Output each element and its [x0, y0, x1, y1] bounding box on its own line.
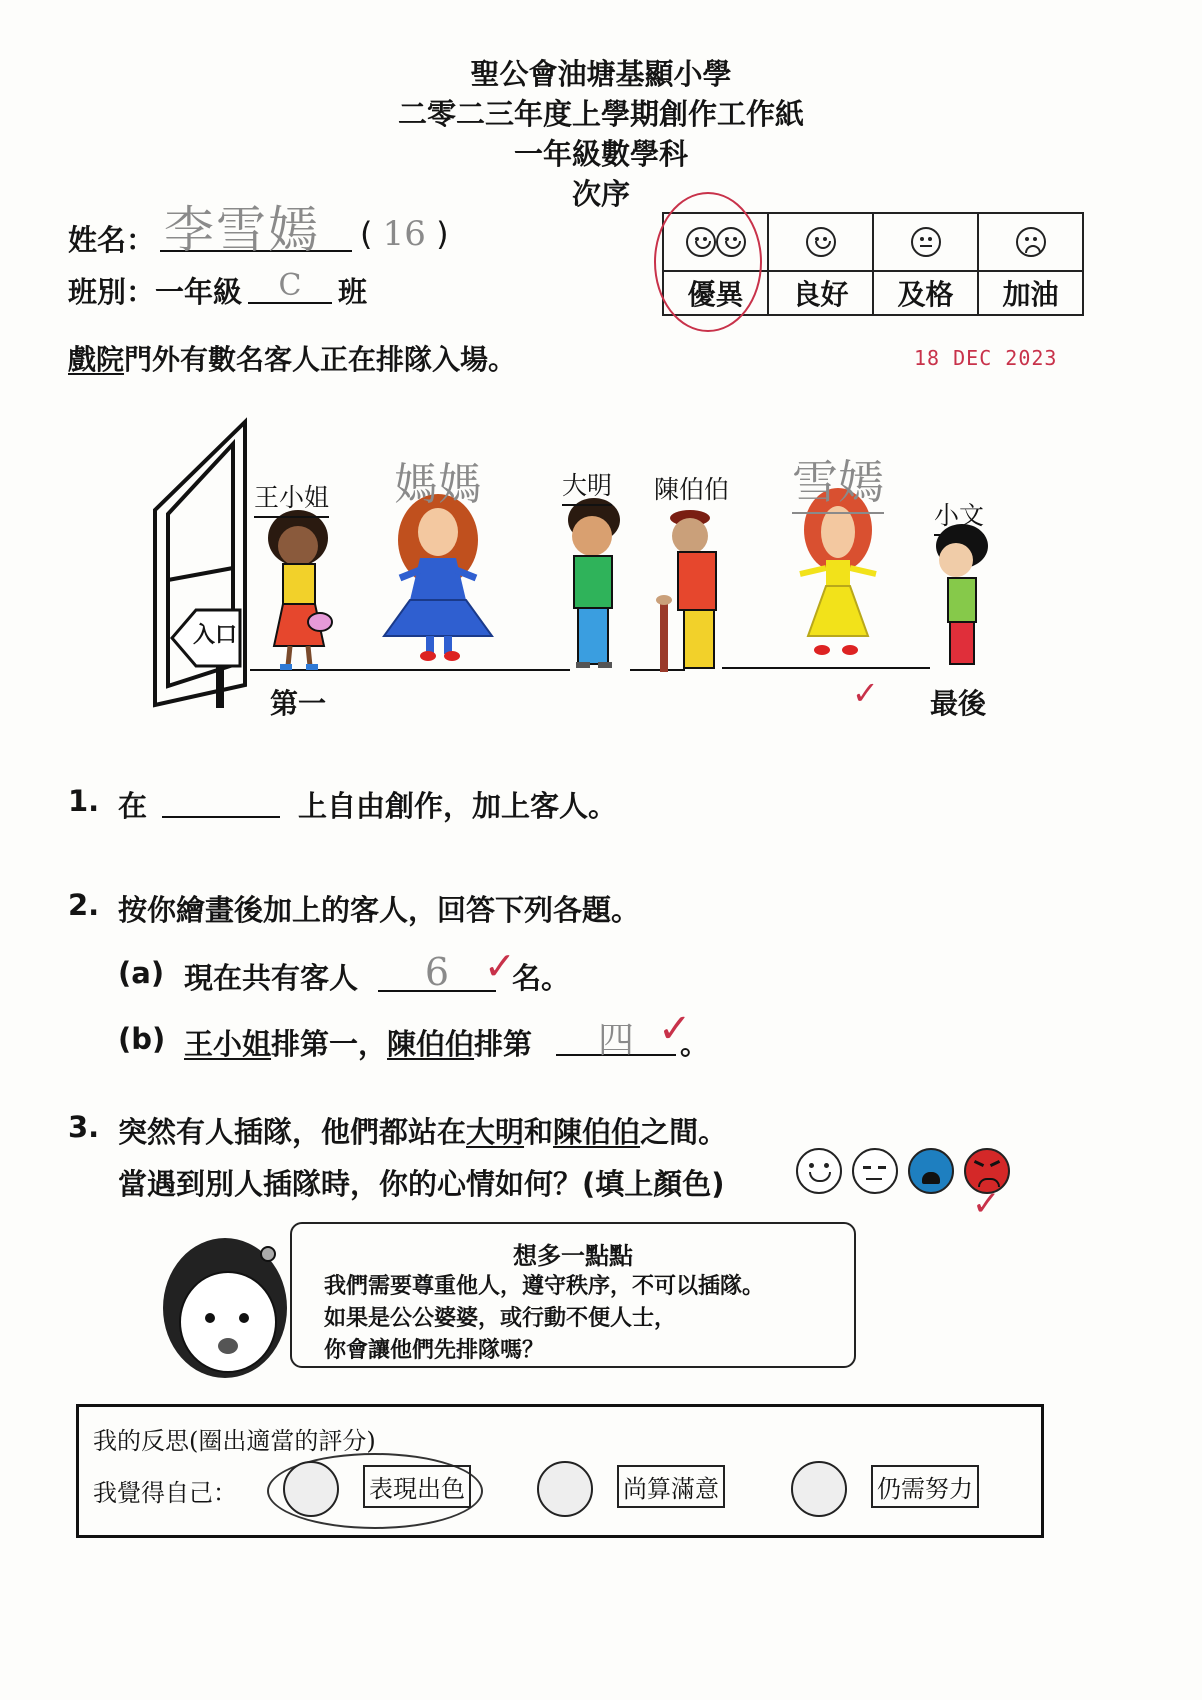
reflection-title: 我的反思(圈出適當的評分)	[93, 1427, 376, 1455]
last-label: 最後	[930, 687, 987, 720]
worksheet-title: 二零二三年度上學期創作工作紙	[397, 97, 804, 131]
entrance-sign-label: 入口	[192, 623, 237, 648]
label-suet-yin: 雪嫣	[792, 446, 884, 514]
improve-face-icon	[791, 1461, 847, 1517]
q3-person-1: 大明	[466, 1115, 525, 1149]
number-value: 16	[382, 214, 426, 254]
date-stamp: 18 DEC 2023	[914, 346, 1058, 370]
q3-text-3: 之間。	[640, 1115, 728, 1149]
label-uncle-chan: 陳伯伯	[654, 475, 730, 504]
neutral-face-icon	[911, 227, 941, 257]
class-value: C	[278, 268, 302, 303]
crying-face-icon[interactable]	[908, 1148, 954, 1194]
label-siu-man: 小文	[934, 496, 984, 536]
q2b-text-1: 排第一，	[271, 1027, 388, 1061]
think-more-line: 你會讓他們先排隊嗎？	[324, 1338, 545, 1363]
think-more-line: 我們需要尊重他人，遵守秩序，不可以插隊。	[324, 1274, 765, 1299]
grade-label: 優異	[663, 271, 768, 315]
intro-text	[68, 338, 516, 378]
number-open: (	[360, 215, 373, 253]
grade-face-good	[768, 213, 873, 271]
satisfactory-face-icon	[537, 1461, 593, 1517]
reflection-option-improve[interactable]: 仍需努力	[871, 1465, 979, 1508]
label-tai-ming: 大明	[562, 466, 612, 506]
reflection-option-satisfactory[interactable]: 尚算滿意	[617, 1465, 725, 1508]
person-siu-man	[936, 524, 988, 664]
number-close: )	[436, 215, 449, 253]
think-more-title: 想多一點點	[513, 1242, 633, 1270]
reflection-option-excellent[interactable]: 表現出色	[363, 1465, 471, 1508]
class-suffix: 班	[338, 275, 368, 309]
name-value: 李雪嫣	[164, 201, 320, 259]
name-field[interactable]	[160, 198, 352, 259]
q2b-text	[184, 1022, 532, 1063]
student-number	[360, 214, 449, 254]
name-label: 姓名：	[68, 223, 156, 257]
class-label: 班別：一年級	[68, 275, 243, 309]
q2a-text: 現在共有客人	[184, 961, 359, 995]
q1-after: 上自由創作，加上客人。	[298, 789, 618, 823]
reflection-label: 我覺得自己：	[93, 1479, 237, 1507]
first-label: 第一	[270, 687, 327, 720]
q3-line-2: 當遇到別人插隊時，你的心情如何？(填上顏色)	[118, 1167, 725, 1201]
person-mum	[384, 494, 492, 661]
school-name: 聖公會油塘基顯小學	[470, 57, 732, 91]
grade-face-pass	[873, 213, 978, 271]
q3-number: 3.	[68, 1110, 100, 1144]
q2-text: 按你繪畫後加上的客人，回答下列各題。	[118, 893, 641, 927]
q2a-tick: ✓	[484, 944, 516, 988]
q3-line-1	[118, 1110, 727, 1151]
q2b-label: (b)	[118, 1022, 166, 1056]
sad-face-icon[interactable]	[852, 1148, 898, 1194]
q2b-answer: 四	[597, 1020, 634, 1061]
q1-blank	[162, 782, 280, 818]
intro-underlined: 戲院	[68, 343, 125, 376]
think-more-bubble	[290, 1222, 856, 1368]
q2b-person-1: 王小姐	[184, 1027, 272, 1061]
q2b-suffix: 。	[680, 1027, 710, 1061]
grade-label: 加油	[978, 271, 1083, 315]
q2b-person-2: 陳伯伯	[387, 1027, 475, 1061]
q2a-suffix: 名。	[512, 961, 571, 995]
person-tai-ming	[568, 498, 620, 668]
q2a-label: (a)	[118, 956, 165, 990]
q3-text-1: 突然有人插隊，他們都站在	[118, 1115, 467, 1149]
q3-text-2: 和	[524, 1115, 554, 1149]
think-more-line: 如果是公公婆婆，或行動不便人士，	[324, 1306, 677, 1331]
q2b-tick: ✓	[658, 1006, 692, 1052]
line-tick: ✓	[852, 674, 879, 712]
q2a-answer: 6	[424, 950, 450, 994]
q3-tick: ✓	[972, 1184, 1001, 1224]
q2a-answer-field[interactable]	[378, 950, 496, 992]
grade-face-try	[978, 213, 1083, 271]
q2-number: 2.	[68, 888, 100, 922]
subject-title: 一年級數學科	[513, 137, 688, 171]
class-field[interactable]	[248, 268, 332, 304]
topic-title: 次序	[571, 177, 630, 211]
smile-face-icon	[806, 227, 836, 257]
label-ms-wong: 王小姐	[254, 478, 329, 518]
girl-mascot-drawing	[150, 1228, 300, 1388]
person-ms-wong	[268, 510, 332, 670]
q1-number: 1.	[68, 784, 100, 818]
q2b-text-2: 排第	[474, 1027, 533, 1061]
q3-person-2: 陳伯伯	[553, 1115, 641, 1149]
grade-label: 良好	[768, 271, 873, 315]
happy-face-icon[interactable]	[796, 1148, 842, 1194]
sad-face-icon	[1016, 227, 1046, 257]
queue-illustration	[0, 400, 1202, 730]
excellent-face-icon	[283, 1461, 339, 1517]
q1-before: 在	[118, 789, 148, 823]
grade-label: 及格	[873, 271, 978, 315]
label-mum: 媽媽	[394, 459, 482, 510]
grade-selection-circle	[654, 192, 762, 332]
intro-rest: 門外有數名客人正在排隊入場。	[124, 343, 517, 376]
reflection-box	[76, 1404, 1044, 1538]
person-uncle-chan	[656, 510, 716, 672]
